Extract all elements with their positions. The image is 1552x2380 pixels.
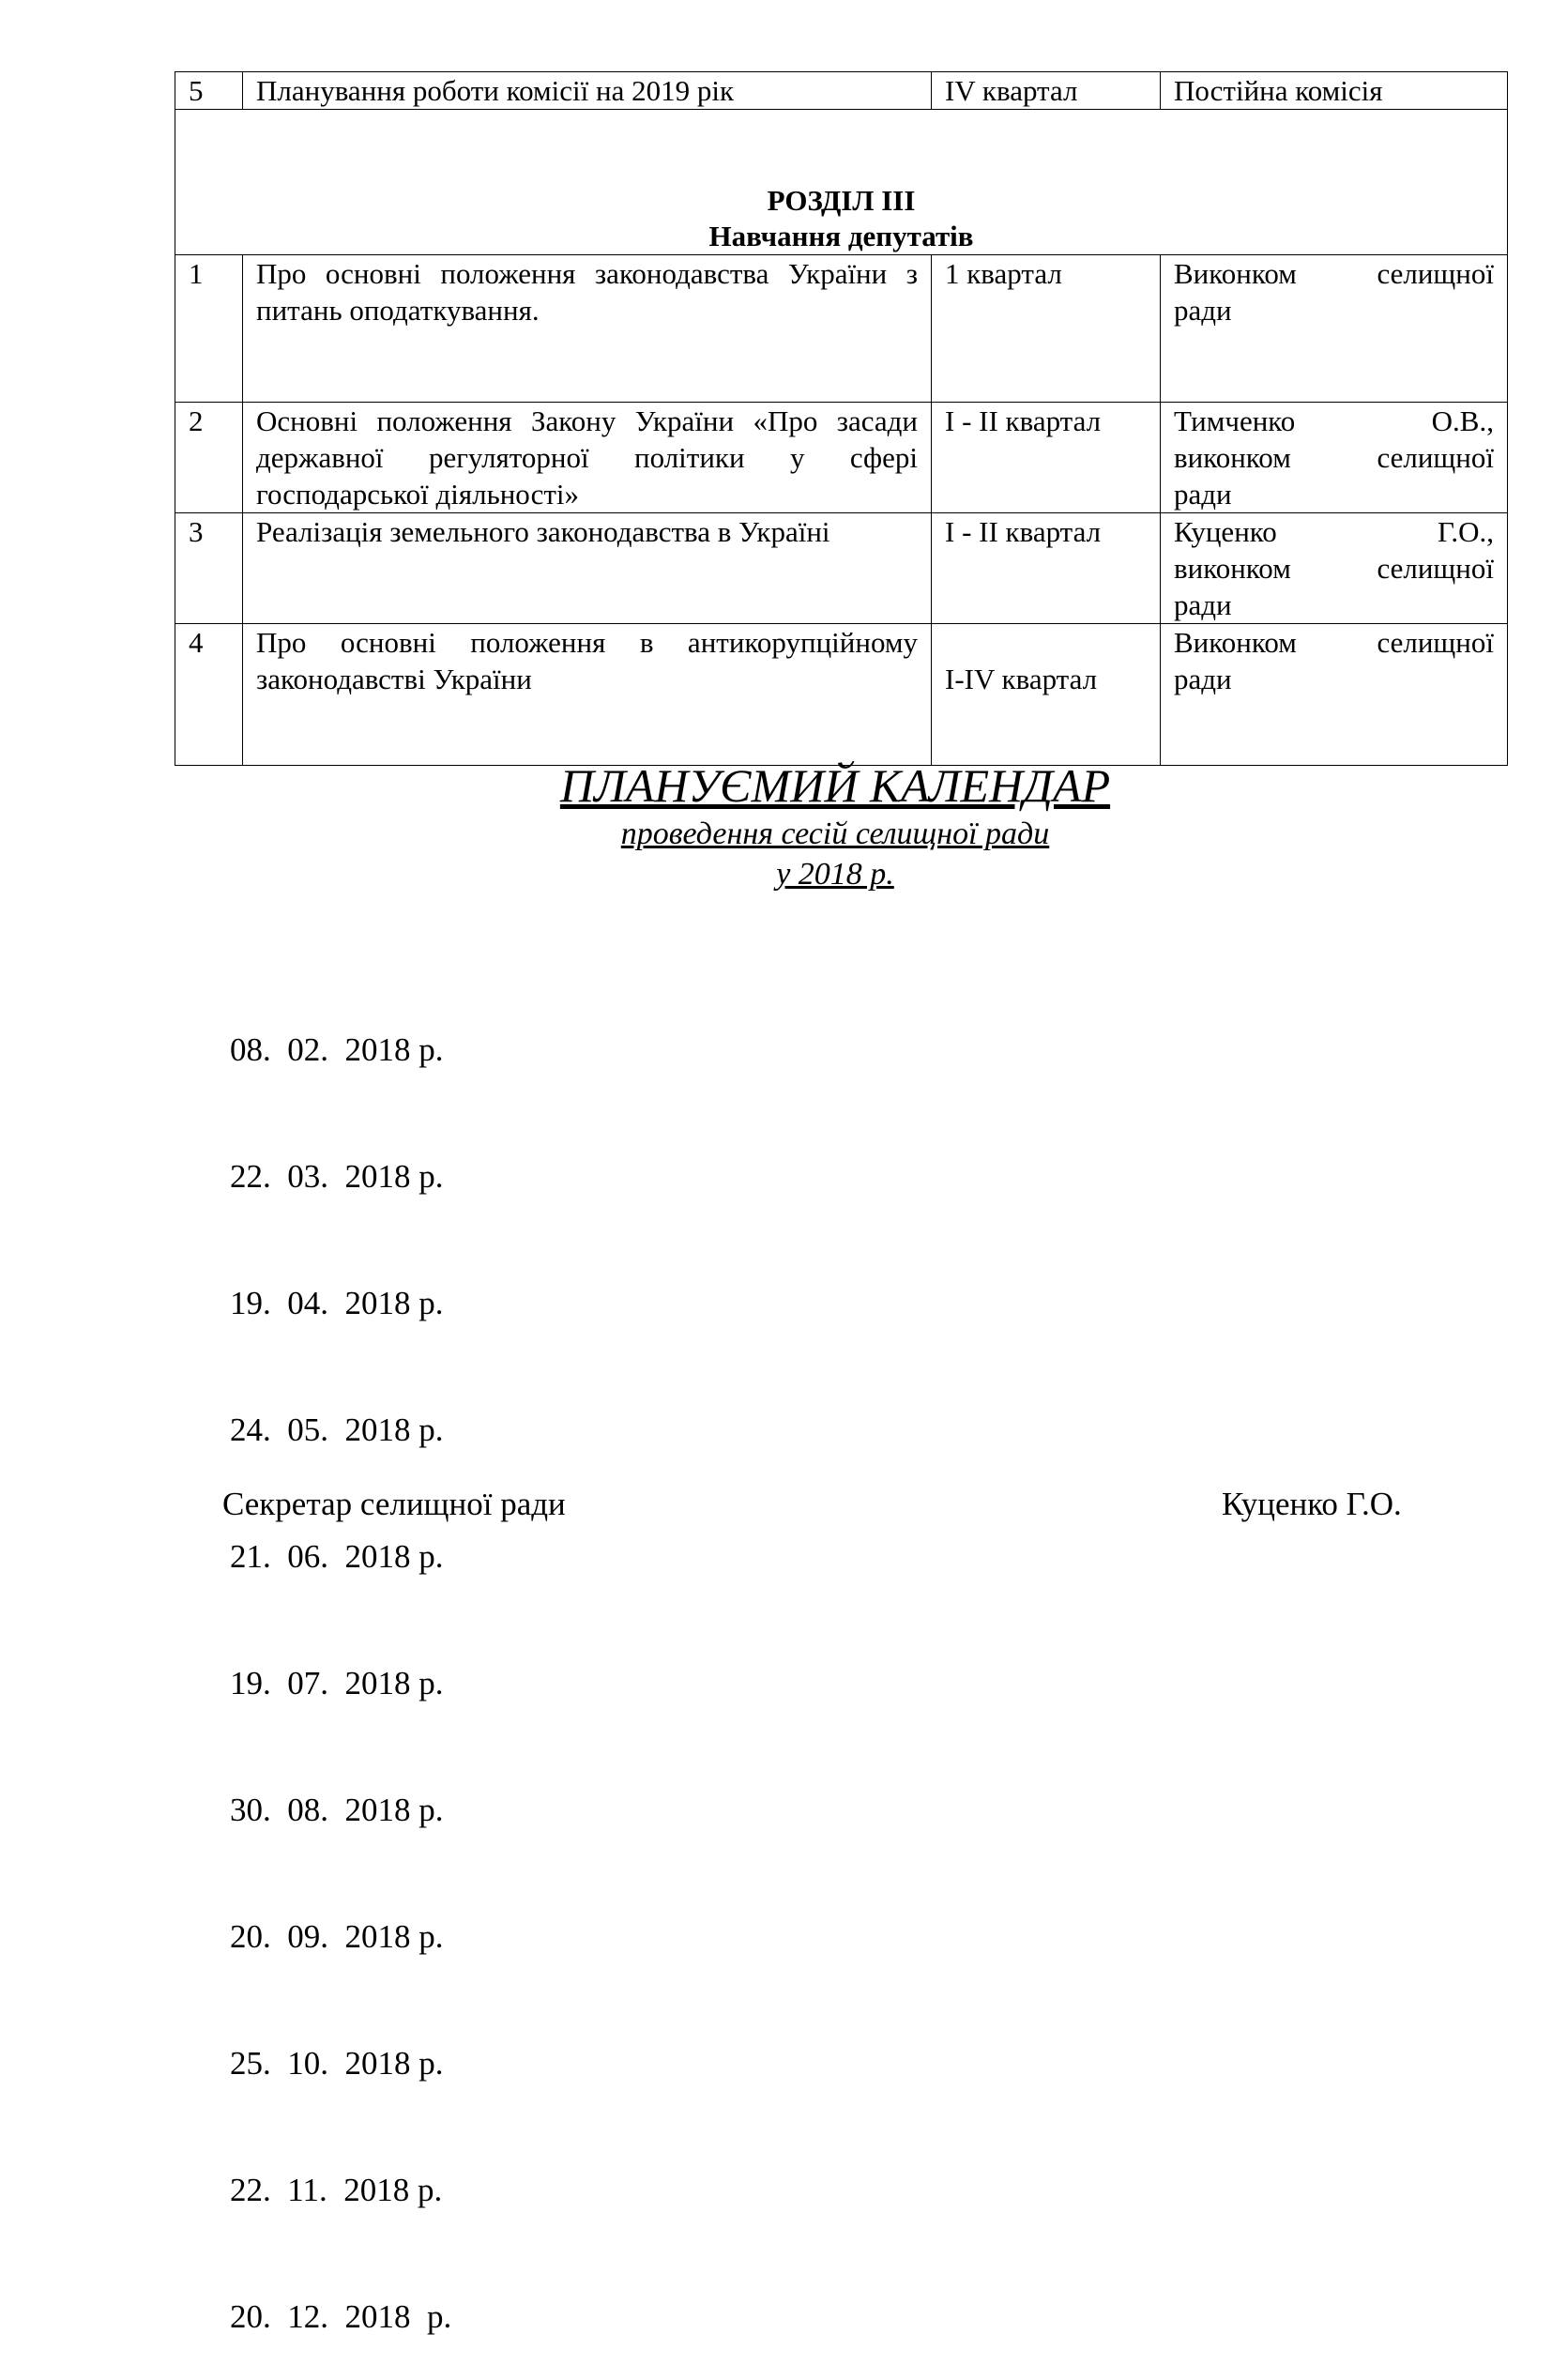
list-item: 19. 04. 2018 р. bbox=[230, 1285, 444, 1321]
calendar-subtitle: проведення сесій селищної ради bbox=[620, 816, 1050, 851]
list-item: 30. 08. 2018 р. bbox=[230, 1792, 444, 1828]
calendar-title: ПЛАНУЄМИЙ КАЛЕНДАР bbox=[559, 759, 1111, 812]
row-topic: Планування роботи комісії на 2019 рік bbox=[243, 72, 932, 110]
row-responsible bbox=[1161, 624, 1508, 766]
row-term: І - ІІ квартал bbox=[932, 403, 1161, 513]
resp-part: Г.О., bbox=[1437, 515, 1494, 548]
list-item: 08. 02. 2018 р. bbox=[230, 1031, 444, 1068]
resp-part: виконком bbox=[1174, 441, 1291, 474]
row-responsible bbox=[1161, 513, 1508, 624]
row-responsible bbox=[1161, 255, 1508, 403]
list-item: 22. 11. 2018 р. bbox=[230, 2172, 443, 2208]
resp-part: Тимченко bbox=[1174, 404, 1296, 437]
resp-part: ради bbox=[1174, 663, 1232, 695]
resp-part: ради bbox=[1174, 294, 1232, 327]
resp-part: Виконком bbox=[1174, 257, 1297, 290]
row-responsible: Постійна комісія bbox=[1161, 72, 1508, 110]
resp-part: ради bbox=[1174, 478, 1232, 511]
table-row bbox=[175, 624, 1508, 766]
list-item: 20. 09. 2018 р. bbox=[230, 1918, 444, 1955]
section-header-row bbox=[175, 110, 1508, 255]
row-responsible bbox=[1161, 403, 1508, 513]
list-item: 22. 03. 2018 р. bbox=[230, 1158, 444, 1195]
row-number: 1 bbox=[175, 255, 243, 403]
resp-part: селищної bbox=[1377, 257, 1494, 290]
table-row bbox=[175, 513, 1508, 624]
signature-name: Куценко Г.О. bbox=[1222, 1486, 1402, 1522]
resp-part: ради bbox=[1174, 588, 1232, 621]
table-row bbox=[175, 255, 1508, 403]
table-row bbox=[175, 403, 1508, 513]
row-topic: Основні положення Закону України «Про засади державної регуляторної політики у сфері господарської діяльності» bbox=[243, 403, 932, 513]
row-term: І-IV квартал bbox=[932, 624, 1161, 766]
calendar-year: у 2018 р. bbox=[776, 857, 894, 892]
row-number: 5 bbox=[175, 72, 243, 110]
resp-part: селищної bbox=[1377, 626, 1494, 659]
row-topic: Про основні положення в антикорупційному законодавстві України bbox=[243, 624, 932, 766]
list-item: 20. 12. 2018 р. bbox=[230, 2298, 452, 2335]
resp-part: О.В., bbox=[1431, 404, 1494, 437]
section-header bbox=[175, 110, 1508, 255]
resp-part: селищної bbox=[1377, 552, 1494, 585]
plan-table bbox=[175, 71, 1508, 766]
row-term: 1 квартал bbox=[932, 255, 1161, 403]
section-title: РОЗДІЛ ІІІ bbox=[767, 184, 916, 217]
list-item: 25. 10. 2018 р. bbox=[230, 2045, 444, 2082]
row-number: 4 bbox=[175, 624, 243, 766]
list-item: 21. 06. 2018 р. bbox=[230, 1538, 444, 1575]
list-item: 19. 07. 2018 р. bbox=[230, 1665, 444, 1701]
resp-part: Куценко bbox=[1174, 515, 1277, 548]
row-number: 2 bbox=[175, 403, 243, 513]
row-topic: Реалізація земельного законодавства в Україні bbox=[243, 513, 932, 624]
row-number: 3 bbox=[175, 513, 243, 624]
row-term: І - ІІ квартал bbox=[932, 513, 1161, 624]
resp-part: селищної bbox=[1377, 441, 1494, 474]
resp-part: виконком bbox=[1174, 552, 1291, 585]
session-dates-list bbox=[230, 944, 451, 2380]
row-term: IV квартал bbox=[932, 72, 1161, 110]
table-row bbox=[175, 72, 1508, 110]
row-topic: Про основні положення законодавства України з питань оподаткування. bbox=[243, 255, 932, 403]
list-item: 24. 05. 2018 р. bbox=[230, 1411, 444, 1448]
section-subtitle: Навчання депутатів bbox=[708, 220, 974, 252]
resp-part: Виконком bbox=[1174, 626, 1297, 659]
signature-position: Секретар селищної ради bbox=[222, 1486, 566, 1522]
